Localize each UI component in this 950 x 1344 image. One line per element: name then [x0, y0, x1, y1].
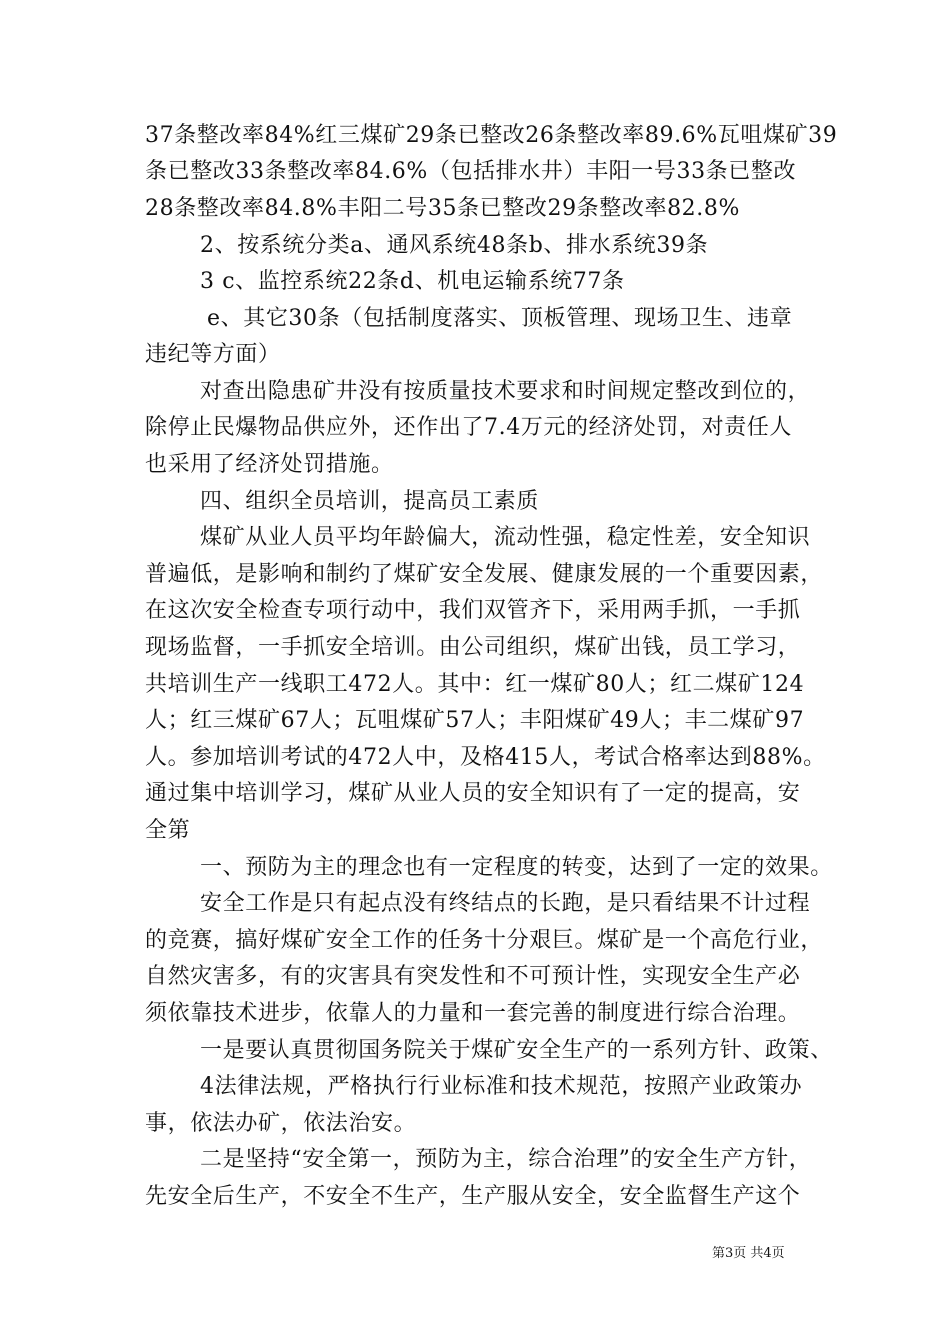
text-line: 先安全后生产，不安全不生产，生产服从安全，安全监督生产这个 [145, 1184, 801, 1209]
text-line: 也采用了经济处罚措施。 [145, 452, 394, 477]
text-line: 对查出隐患矿井没有按质量技术要求和时间规定整改到位的， [200, 379, 811, 404]
text-line: 4法律法规，严格执行行业标准和技术规范，按照产业政策办 [200, 1074, 803, 1099]
text-line: 的竞赛，搞好煤矿安全工作的任务十分艰巨。煤矿是一个高危行业， [145, 928, 824, 953]
text-line: 3 c、监控系统22条d、机电运输系统77条 [200, 269, 625, 294]
page-number: 第3页 共4页 [712, 1246, 785, 1261]
text-line: 安全工作是只有起点没有终结点的长跑，是只看结果不计过程 [200, 891, 811, 916]
text-line: 现场监督，一手抓安全培训。由公司组织，煤矿出钱，员工学习， [145, 635, 801, 660]
text-line: 37条整改率84%红三煤矿29条已整改26条整改率89.6%瓦咀煤矿39 [145, 123, 838, 148]
text-line: 事，依法办矿，依法治安。 [145, 1111, 417, 1136]
text-line: 违纪等方面） [145, 342, 281, 367]
text-line: 除停止民爆物品供应外，还作出了7.4万元的经济处罚，对责任人 [145, 415, 792, 440]
text-line: 全第 [145, 818, 191, 843]
text-line: 在这次安全检查专项行动中，我们双管齐下，采用两手抓，一手抓 [145, 598, 801, 623]
text-line: 二是坚持“安全第一，预防为主，综合治理”的安全生产方针， [200, 1147, 812, 1172]
text-line: 煤矿从业人员平均年龄偏大，流动性强，稳定性差，安全知识 [200, 525, 811, 550]
text-line: 人。参加培训考试的472人中，及格415人，考试合格率达到88%。 [145, 745, 826, 770]
text-line: 条已整改33条整改率84.6%（包括排水井）丰阳一号33条已整改 [145, 159, 797, 184]
text-line: 自然灾害多，有的灾害具有突发性和不可预计性，实现安全生产必 [145, 964, 801, 989]
section-heading: 四、组织全员培训，提高员工素质 [200, 489, 540, 514]
text-line: e、其它30条（包括制度落实、顶板管理、现场卫生、违章 [207, 306, 793, 331]
text-line: 须依靠技术进步，依靠人的力量和一套完善的制度进行综合治理。 [145, 1001, 801, 1026]
text-line: 普遍低，是影响和制约了煤矿安全发展、健康发展的一个重要因素， [145, 562, 824, 587]
text-line: 一是要认真贯彻国务院关于煤矿安全生产的一系列方针、政策、 [200, 1038, 833, 1063]
text-line: 28条整改率84.8%丰阳二号35条已整改29条整改率82.8% [145, 196, 740, 221]
text-line: 2、按系统分类a、通风系统48条b、排水系统39条 [200, 233, 709, 258]
text-line: 通过集中培训学习，煤矿从业人员的安全知识有了一定的提高，安 [145, 781, 801, 806]
text-line: 一、预防为主的理念也有一定程度的转变，达到了一定的效果。 [200, 855, 833, 880]
text-line: 共培训生产一线职工472人。其中：红一煤矿80人；红二煤矿124 [145, 672, 805, 697]
text-line: 人；红三煤矿67人；瓦咀煤矿57人；丰阳煤矿49人；丰二煤矿97 [145, 708, 805, 733]
